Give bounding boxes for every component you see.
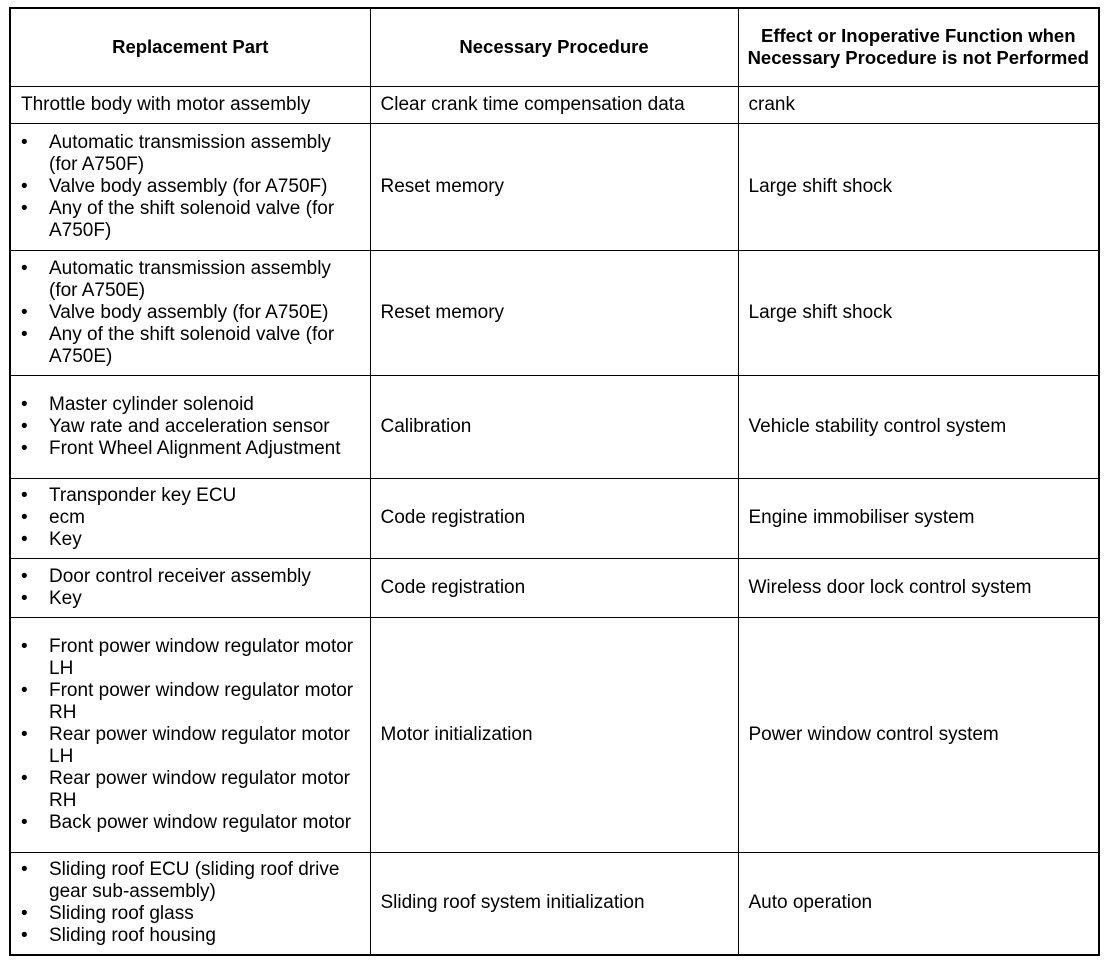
list-item: • Sliding roof glass — [21, 903, 360, 925]
procedure-cell: Clear crank time compensation data — [370, 86, 738, 123]
list-item: • Automatic transmission assembly (for A750F) — [21, 132, 360, 176]
list-item: • ecm — [21, 507, 360, 529]
table-row — [10, 617, 1099, 852]
parts-list — [21, 132, 360, 242]
parts-list — [21, 394, 360, 460]
effect-cell: Large shift shock — [738, 250, 1099, 375]
replacement-part-cell — [10, 375, 370, 478]
list-item: • Valve body assembly (for A750E) — [21, 302, 360, 324]
list-item: • Sliding roof ECU (sliding roof drive gear sub-assembly) — [21, 859, 360, 903]
header-necessary-procedure: Necessary Procedure — [370, 8, 738, 86]
table-row — [10, 250, 1099, 375]
procedure-cell: Code registration — [370, 558, 738, 617]
parts-list — [21, 258, 360, 368]
list-item: • Any of the shift solenoid valve (for A750F) — [21, 198, 360, 242]
effect-cell: Wireless door lock control system — [738, 558, 1099, 617]
table-row — [10, 375, 1099, 478]
procedure-cell: Reset memory — [370, 123, 738, 250]
effect-cell: Large shift shock — [738, 123, 1099, 250]
procedure-cell: Sliding roof system initialization — [370, 852, 738, 955]
list-item: • Valve body assembly (for A750F) — [21, 176, 360, 198]
replacement-part-cell — [10, 250, 370, 375]
list-item: • Back power window regulator motor — [21, 812, 360, 834]
replacement-part-cell — [10, 123, 370, 250]
replacement-part-cell: Throttle body with motor assembly — [10, 86, 370, 123]
parts-list — [21, 566, 360, 610]
list-item: • Front power window regulator motor LH — [21, 636, 360, 680]
table-header-row — [10, 8, 1099, 86]
list-item: • Rear power window regulator motor LH — [21, 724, 360, 768]
effect-cell: crank — [738, 86, 1099, 123]
list-item: • Front power window regulator motor RH — [21, 680, 360, 724]
replacement-part-cell — [10, 478, 370, 558]
effect-cell: Auto operation — [738, 852, 1099, 955]
list-item: • Key — [21, 588, 360, 610]
list-item: • Sliding roof housing — [21, 925, 360, 947]
effect-cell: Power window control system — [738, 617, 1099, 852]
parts-list — [21, 485, 360, 551]
header-replacement-part: Replacement Part — [10, 8, 370, 86]
table-row — [10, 478, 1099, 558]
replacement-part-cell — [10, 617, 370, 852]
table-row — [10, 852, 1099, 955]
procedure-cell: Reset memory — [370, 250, 738, 375]
list-item: • Door control receiver assembly — [21, 566, 360, 588]
header-effect: Effect or Inoperative Function when Necessary Procedure is not Performed — [738, 8, 1099, 86]
procedure-cell: Calibration — [370, 375, 738, 478]
list-item: • Master cylinder solenoid — [21, 394, 360, 416]
replacement-procedure-table — [9, 7, 1100, 956]
list-item: • Transponder key ECU — [21, 485, 360, 507]
list-item: • Yaw rate and acceleration sensor — [21, 416, 360, 438]
effect-cell: Engine immobiliser system — [738, 478, 1099, 558]
table-row — [10, 123, 1099, 250]
list-item: • Key — [21, 529, 360, 551]
replacement-part-cell — [10, 852, 370, 955]
effect-cell: Vehicle stability control system — [738, 375, 1099, 478]
procedure-cell: Motor initialization — [370, 617, 738, 852]
replacement-part-cell — [10, 558, 370, 617]
list-item: • Front Wheel Alignment Adjustment — [21, 438, 360, 460]
parts-list — [21, 859, 360, 947]
list-item: • Any of the shift solenoid valve (for A750E) — [21, 324, 360, 368]
parts-list — [21, 636, 360, 834]
list-item: • Automatic transmission assembly (for A750E) — [21, 258, 360, 302]
table-row — [10, 558, 1099, 617]
list-item: • Rear power window regulator motor RH — [21, 768, 360, 812]
table-row — [10, 86, 1099, 123]
procedure-cell: Code registration — [370, 478, 738, 558]
